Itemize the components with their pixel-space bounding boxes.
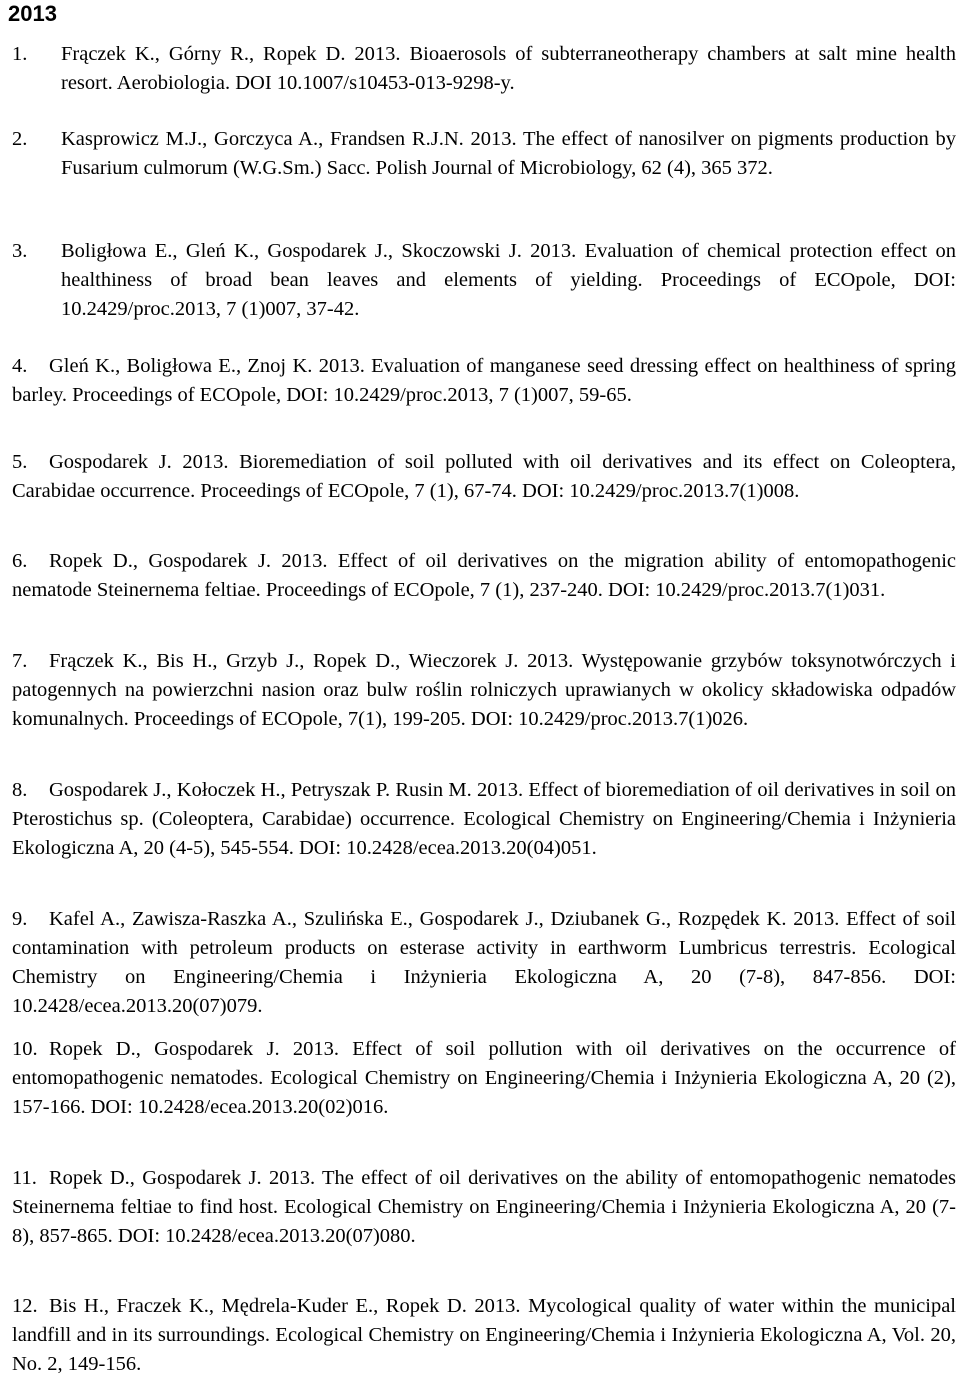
reference-entry-12	[12, 1292, 956, 1379]
reference-entry-6	[12, 547, 956, 605]
entry-text: Kasprowicz M.J., Gorczyca A., Frandsen R.J.N. 2013. The effect of nanosilver on pigments production by Fusarium culmorum (W.G.Sm.) Sacc. Polish Journal of Microbiology, 62 (4), 365 372.	[61, 128, 956, 179]
reference-entry-11	[12, 1164, 956, 1251]
entry-number: 4.	[12, 355, 28, 377]
reference-entry-7	[12, 647, 956, 734]
reference-entry-4	[12, 352, 956, 410]
entry-number: 12.	[12, 1295, 38, 1317]
year-heading: 2013	[8, 1, 57, 26]
entry-text: Ropek D., Gospodarek J. 2013. Effect of oil derivatives on the migration ability of entomopathogenic nematode Steinernema feltiae. Proceedings of ECOpole, 7 (1), 237-240. DOI: 10.2429/proc.2013.7(1)031.	[12, 550, 956, 601]
entry-text: Gleń K., Boligłowa E., Znoj K. 2013. Evaluation of manganese seed dressing effect on healthiness of spring barley. Proceedings of ECOpole, DOI: 10.2429/proc.2013, 7 (1)007, 59-65.	[12, 355, 956, 406]
entry-number: 5.	[12, 451, 28, 473]
reference-entry-2	[12, 125, 956, 183]
reference-entry-9	[12, 905, 956, 1021]
entry-number: 8.	[12, 779, 28, 801]
entry-text: Ropek D., Gospodarek J. 2013. Effect of soil pollution with oil derivatives on the occurrence of entomopathogenic nematodes. Ecological Chemistry on Engineering/Chemia i Inżynieria Ekologiczna A, 20 (2), 157-166. DOI: 10.2428/ecea.2013.20(02)016.	[12, 1038, 956, 1118]
entry-number: 1.	[12, 43, 28, 65]
entry-text: Ropek D., Gospodarek J. 2013. The effect of oil derivatives on the ability of entomopathogenic nematodes Steinernema feltiae to find host. Ecological Chemistry on Engineering/Chemia i Inżynieria Ekologiczna A, 20 (7-8), 857-865. DOI: 10.2428/ecea.2013.20(07)080.	[12, 1167, 956, 1247]
entry-number: 2.	[12, 128, 28, 150]
reference-entry-3	[12, 237, 956, 324]
reference-entry-10	[12, 1035, 956, 1122]
reference-entry-1	[12, 40, 956, 98]
entry-text: Frączek K., Górny R., Ropek D. 2013. Bioaerosols of subterraneotherapy chambers at salt mine health resort. Aerobiologia. DOI 10.1007/s10453-013-9298-y.	[61, 43, 956, 94]
entry-number: 7.	[12, 650, 28, 672]
entry-text: Bis H., Fraczek K., Mędrela-Kuder E., Ropek D. 2013. Mycological quality of water within the municipal landfill and in its surroundings. Ecological Chemistry on Engineering/Chemia i Inżynieria Ekologiczna A, Vol. 20, No. 2, 149-156.	[12, 1295, 956, 1375]
entry-number: 3.	[12, 240, 28, 262]
entry-text: Gospodarek J., Kołoczek H., Petryszak P. Rusin M. 2013. Effect of bioremediation of oil derivatives in soil on Pterostichus sp. (Coleoptera, Carabidae) occurrence. Ecological Chemistry on Engineering/Chemia i Inżynieria Ekologiczna A, 20 (4-5), 545-554. DOI: 10.2428/ecea.2013.20(04)051.	[12, 779, 956, 859]
entry-text: Frączek K., Bis H., Grzyb J., Ropek D., Wieczorek J. 2013. Występowanie grzybów toksynotwórczych i patogennych na powierzchni nasion oraz bulw roślin rolniczych uprawianych w okolicy składowiska odpadów komunalnych. Proceedings of ECOpole, 7(1), 199-205. DOI: 10.2429/proc.2013.7(1)026.	[12, 650, 956, 730]
entry-number: 10.	[12, 1038, 38, 1060]
entry-number: 11.	[12, 1167, 37, 1189]
entry-text: Boligłowa E., Gleń K., Gospodarek J., Skoczowski J. 2013. Evaluation of chemical protection effect on healthiness of broad bean leaves and elements of yielding. Proceedings of ECOpole, DOI: 10.2429/proc.2013, 7 (1)007, 37-42.	[61, 240, 956, 320]
reference-entry-8	[12, 776, 956, 863]
reference-entry-5	[12, 448, 956, 506]
entry-text: Gospodarek J. 2013. Bioremediation of soil polluted with oil derivatives and its effect on Coleoptera, Carabidae occurrence. Proceedings of ECOpole, 7 (1), 67-74. DOI: 10.2429/proc.2013.7(1)008.	[12, 451, 956, 502]
entry-number: 6.	[12, 550, 28, 572]
entry-number: 9.	[12, 908, 28, 930]
entry-text: Kafel A., Zawisza-Raszka A., Szulińska E., Gospodarek J., Dziubanek G., Rozpędek K. 2013. Effect of soil contamination with petroleum products on esterase activity in earthworm Lumbricus terrestris. Ecological Chemistry on Engineering/Chemia i Inżynieria Ekologiczna A, 20 (7-8), 847-856. DOI: 10.2428/ecea.2013.20(07)079.	[12, 908, 956, 1017]
